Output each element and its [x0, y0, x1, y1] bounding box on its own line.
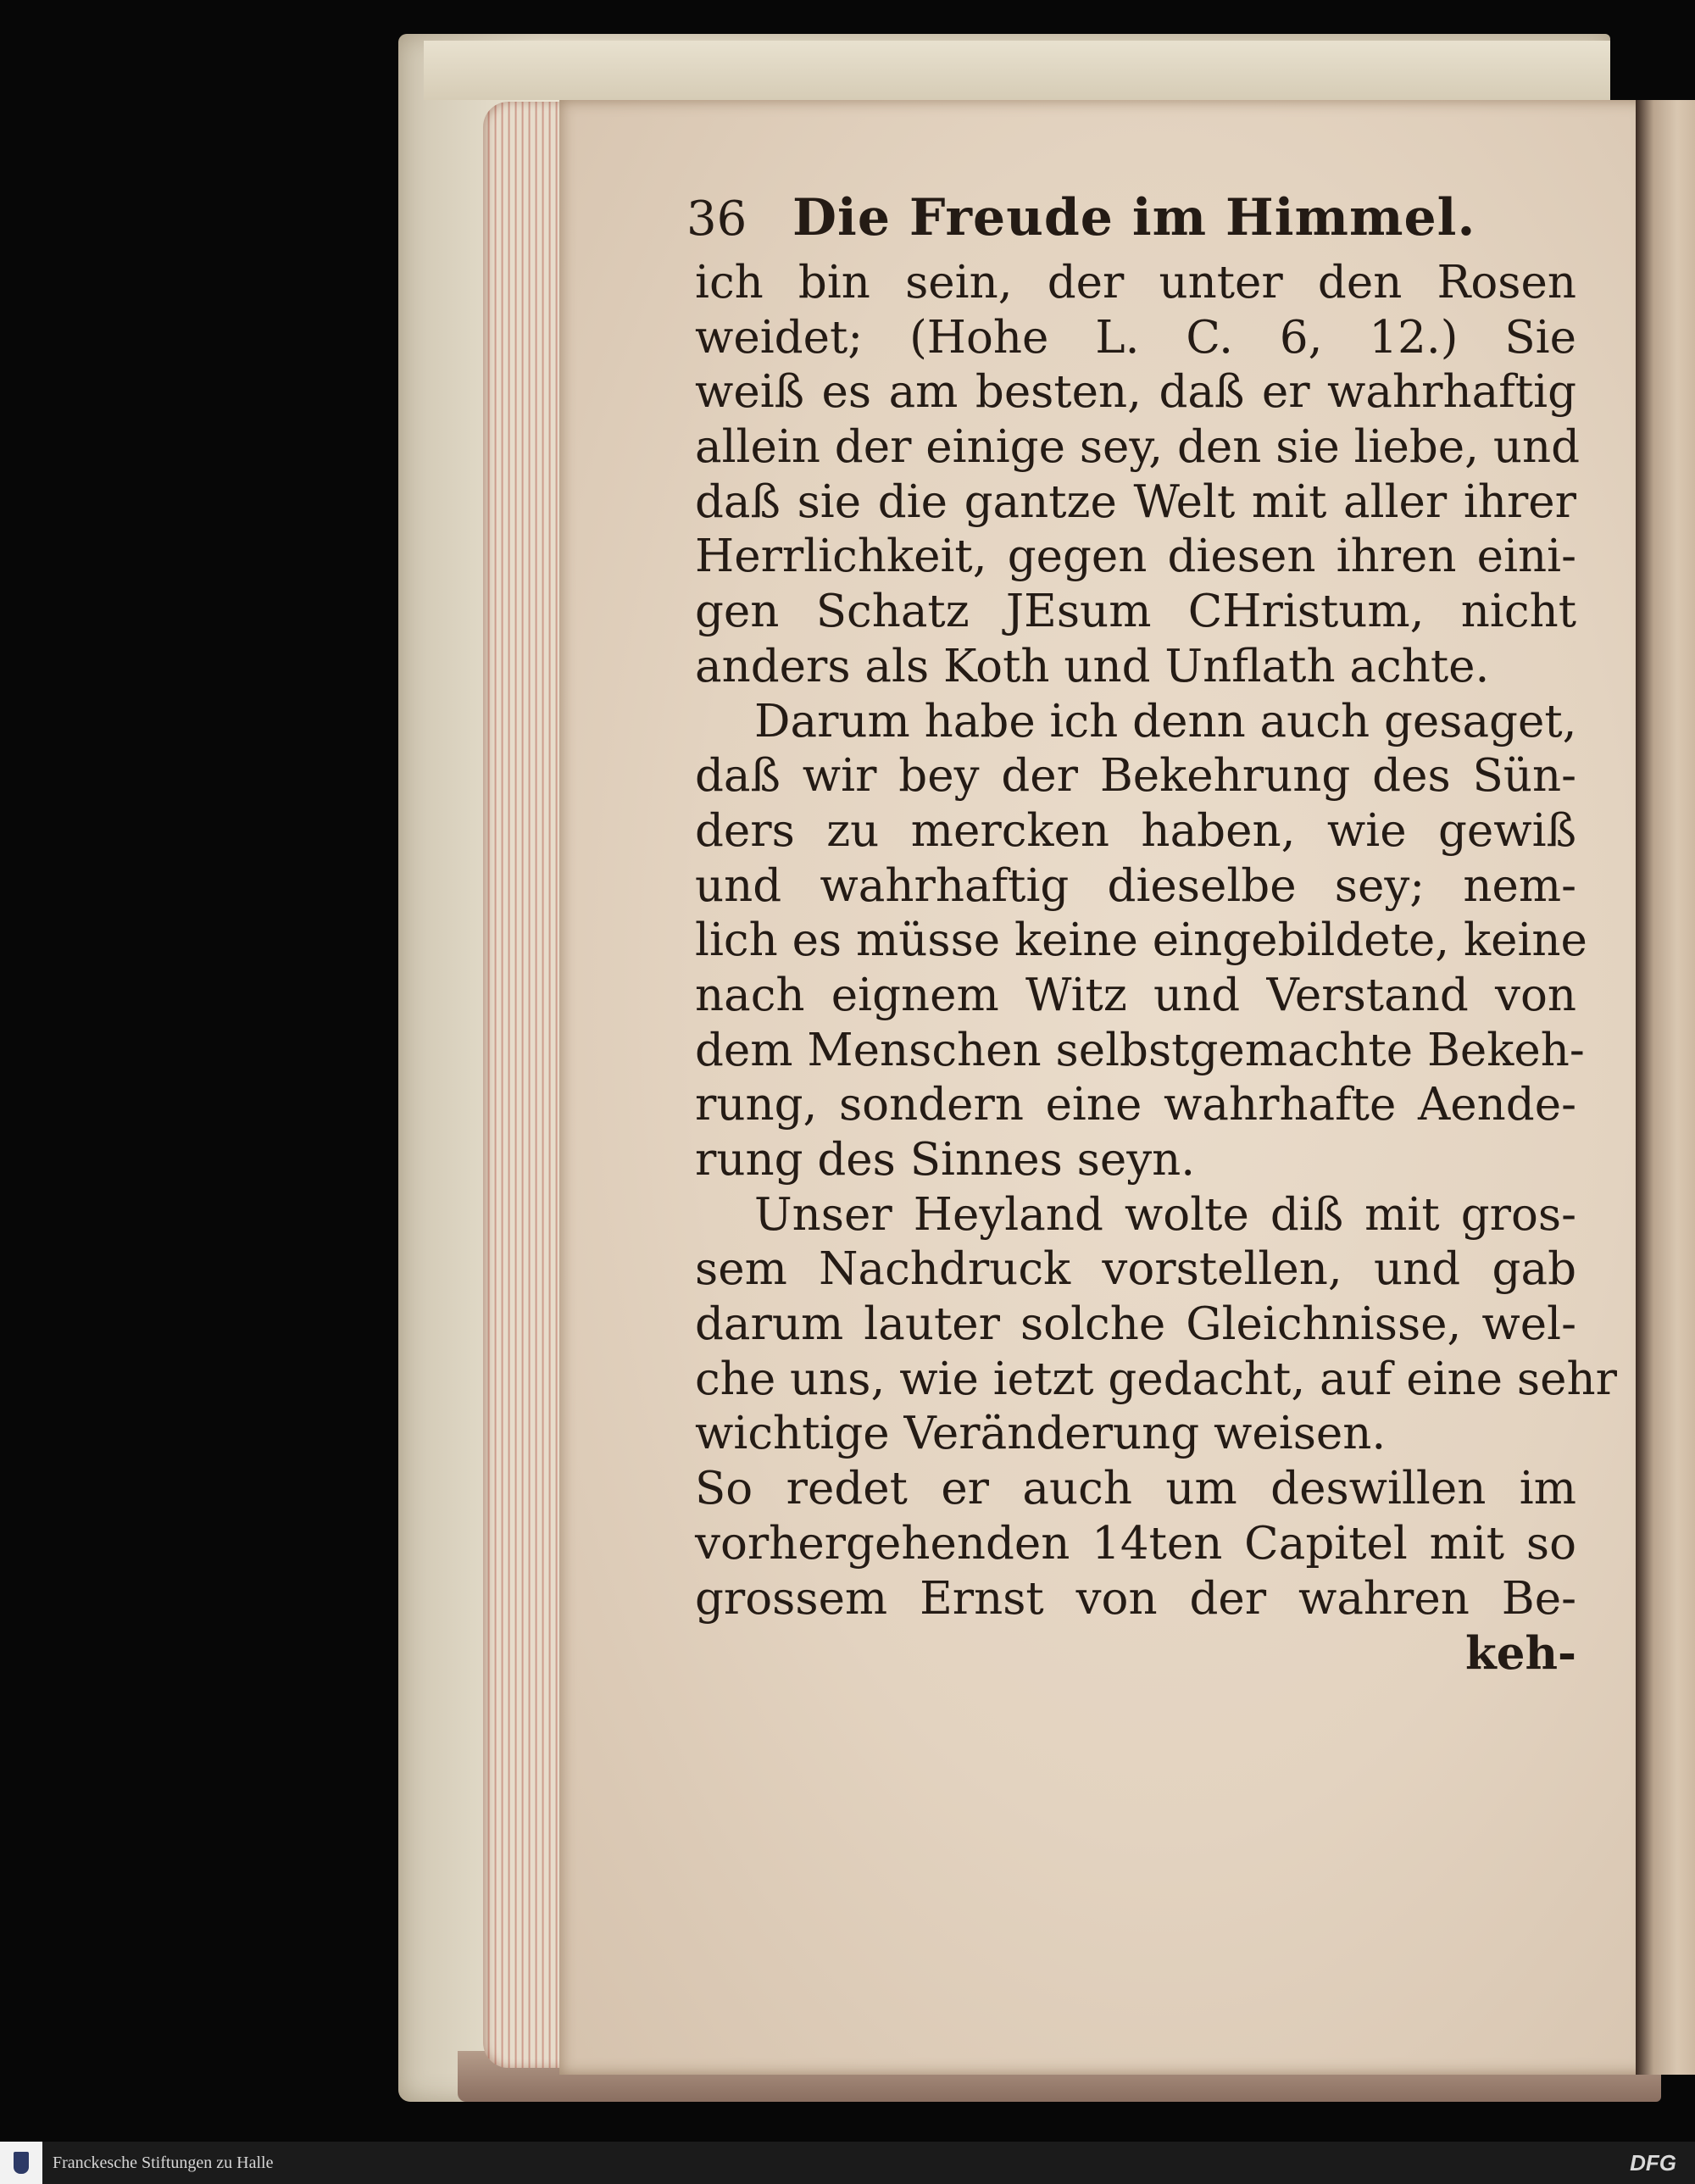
text-line: weidet; (Hohe L. C. 6, 12.) Sie — [695, 311, 1576, 364]
text-line: lich es müsse keine eingebildete, keine — [695, 914, 1587, 967]
text-line: So redet er auch um deswillen im — [695, 1463, 1576, 1515]
binding-top-edge — [424, 41, 1610, 100]
institution-name: Franckesche Stiftungen zu Halle — [53, 2153, 274, 2172]
text-line: ich bin sein, der unter den Rosen — [695, 257, 1576, 308]
text-line: rung, sondern eine wahrhafte Aende- — [695, 1079, 1576, 1131]
text-line: sem Nachdruck vorstellen, und gab — [695, 1243, 1576, 1296]
text-line: gen Schatz JEsum CHristum, nicht — [695, 586, 1576, 638]
page-number: 36 — [686, 192, 747, 247]
institution-logo-icon — [0, 2142, 42, 2184]
text-line: Unser Heyland wolte diß mit gros- — [754, 1188, 1576, 1241]
text-line: daß wir bey der Bekehrung des Sün- — [695, 750, 1576, 803]
text-line: dem Menschen selbstgemachte Bekeh- — [695, 1024, 1585, 1076]
catchword: keh- — [1465, 1627, 1576, 1681]
viewer-footer — [0, 2142, 1695, 2184]
text-line: allein der einige sey, den sie liebe, und — [695, 421, 1581, 474]
text-line: und wahrhaftig dieselbe sey; nem- — [695, 859, 1576, 912]
text-line: wichtige Veränderung weisen. — [695, 1408, 1387, 1460]
text-line: vorhergehenden 14ten Capitel mit so — [695, 1517, 1576, 1570]
text-line: Herrlichkeit, gegen diesen ihren eini- — [695, 531, 1576, 583]
text-line: rung des Sinnes seyn. — [695, 1134, 1196, 1186]
page-header — [686, 188, 1576, 256]
running-title: Die Freude im Himmel. — [792, 188, 1476, 247]
text-line: nach eignem Witz und Verstand von — [695, 969, 1576, 1021]
book-gutter — [1636, 100, 1695, 2075]
page-text — [686, 188, 1617, 1681]
text-line: daß sie die gantze Welt mit aller ihrer — [695, 475, 1576, 528]
text-line: che uns, wie ietzt gedacht, auf eine sehr — [695, 1353, 1617, 1405]
text-line: grossem Ernst von der wahren Be- — [695, 1572, 1576, 1625]
text-line: ders zu mercken haben, wie gewiß — [695, 804, 1576, 857]
text-line: weiß es am besten, daß er wahrhaftig — [695, 366, 1576, 419]
text-line: anders als Koth und Unflath achte. — [695, 640, 1490, 692]
dfg-logo: DFG — [1630, 2150, 1676, 2176]
text-line: Darum habe ich denn auch gesaget, — [754, 695, 1577, 747]
text-line: darum lauter solche Gleichnisse, wel- — [695, 1298, 1576, 1351]
